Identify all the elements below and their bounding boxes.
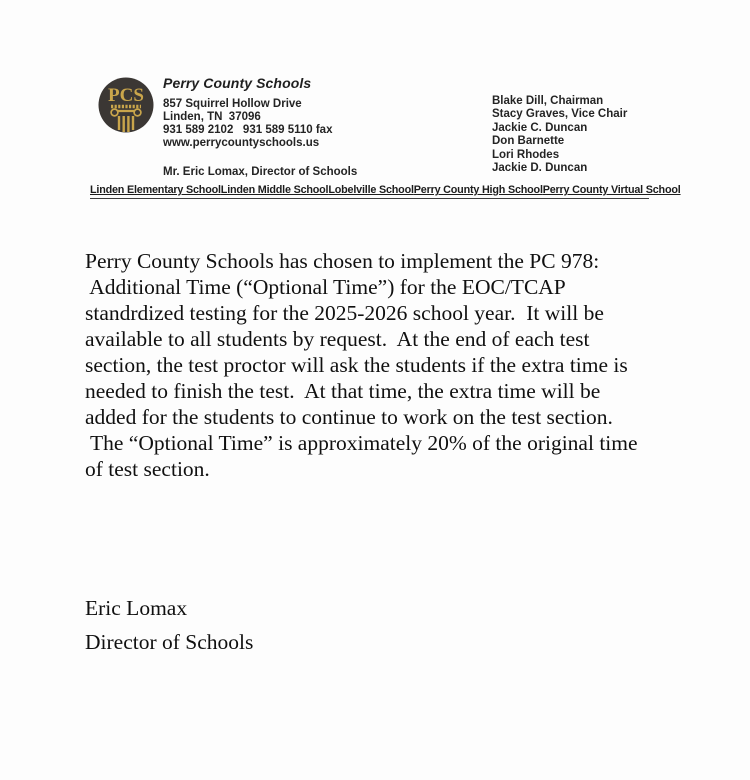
address-line: Linden, TN 37096 — [163, 111, 261, 123]
body-line: section, the test proctor will ask the students if the extra time is — [85, 353, 628, 377]
address-line: 931 589 2102 931 589 5110 fax — [163, 124, 333, 136]
address-line: www.perrycountyschools.us — [163, 137, 320, 149]
board-member: Stacy Graves, Vice Chair — [492, 108, 628, 121]
address-block — [163, 98, 463, 150]
body-line: available to all students by request. At the end of each test — [85, 327, 590, 351]
school-link[interactable]: Lobelville School — [328, 184, 414, 196]
letterhead-left — [163, 75, 463, 178]
school-link[interactable]: Perry County Virtual School — [542, 184, 681, 196]
board-member: Lori Rhodes — [492, 148, 560, 161]
signature-block — [85, 595, 253, 655]
board-member: Jackie C. Duncan — [492, 121, 588, 134]
pcs-logo-icon — [98, 76, 154, 134]
body-line: of test section. — [85, 457, 210, 481]
address-line: 857 Squirrel Hollow Drive — [163, 98, 302, 110]
letter-body — [85, 248, 705, 482]
school-link[interactable]: Linden Middle School — [220, 184, 329, 196]
director-line: Mr. Eric Lomax, Director of Schools — [163, 166, 358, 178]
school-link[interactable]: Perry County High School — [413, 184, 543, 196]
body-line: Perry County Schools has chosen to implement the PC 978: — [85, 249, 600, 273]
school-link[interactable]: Linden Elementary School — [90, 184, 221, 196]
body-line: added for the students to continue to work on the test section. — [85, 405, 613, 429]
body-line: standrdized testing for the 2025-2026 school year. It will be — [85, 301, 604, 325]
org-name: Perry County Schools — [163, 75, 312, 91]
body-line: The “Optional Time” is approximately 20% of the original time — [85, 431, 638, 455]
signature-name: Eric Lomax — [85, 596, 188, 620]
pcs-logo — [98, 76, 154, 134]
board-member: Jackie D. Duncan — [492, 162, 588, 175]
svg-text:PCS: PCS — [108, 85, 144, 106]
body-line: needed to finish the test. At that time, the extra time will be — [85, 379, 601, 403]
body-line: Additional Time (“Optional Time”) for the EOC/TCAP — [85, 275, 566, 299]
board-member: Don Barnette — [492, 135, 565, 148]
schools-bar — [90, 184, 681, 199]
board-members-list — [492, 95, 692, 175]
signature-title: Director of Schools — [85, 630, 254, 654]
board-member: Blake Dill, Chairman — [492, 95, 604, 107]
